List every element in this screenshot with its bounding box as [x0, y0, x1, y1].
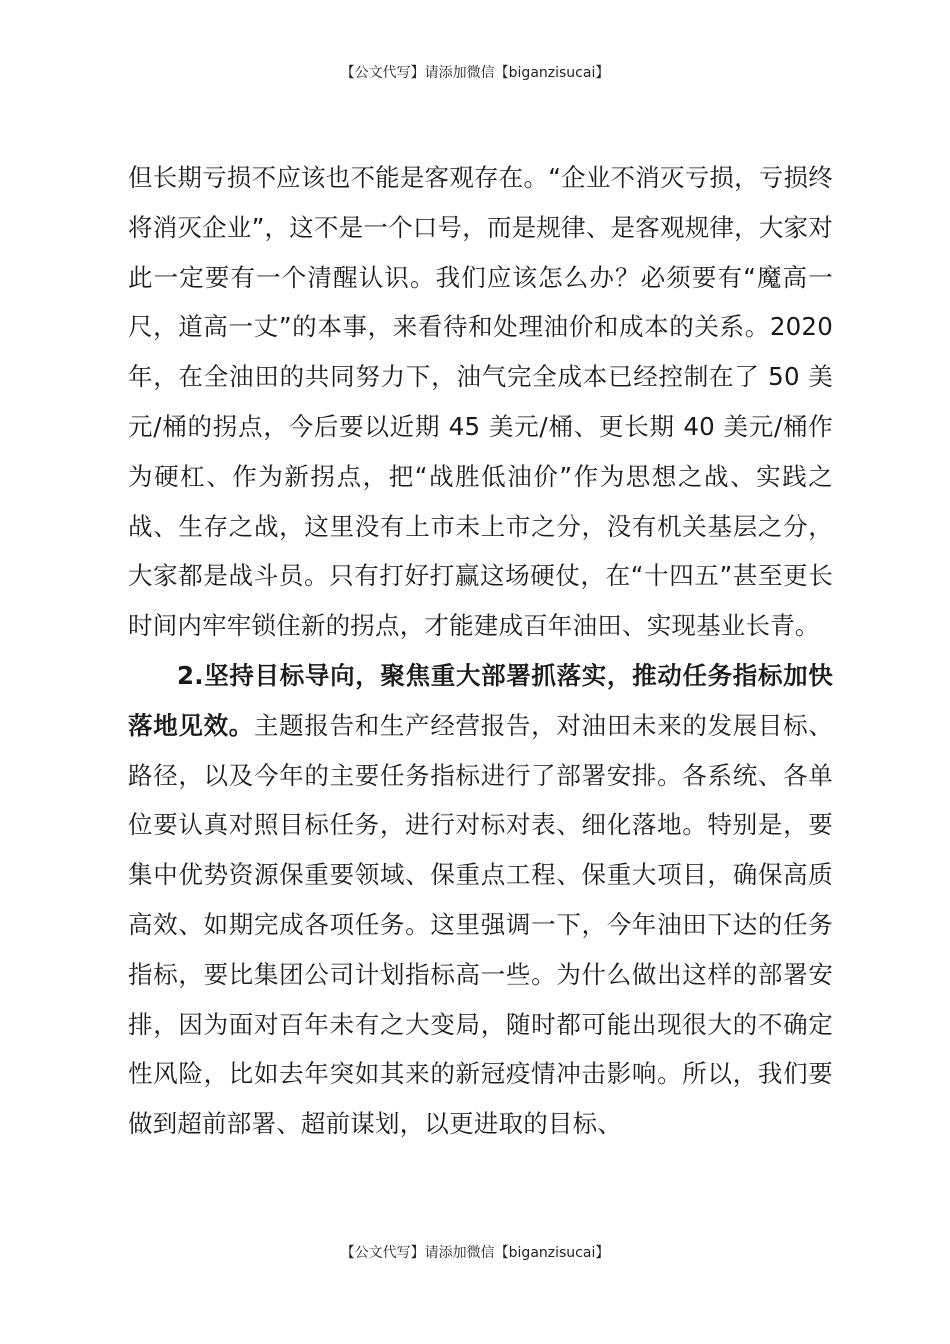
page-header: 【公文代写】请添加微信【biganzisucai】 [340, 65, 610, 81]
section-body: 主题报告和生产经营报告，对油田未来的发展目标、路径，以及今年的主要任务指标进行了部署安排。各系统、各单位要认真对照目标任务，进行对标对表、细化落地。特别是，要集中优势资源保重要领域、保重点工程、保重大项目，确保高质高效、如期完成各项任务。这里强调一下，今年油田下达的任务指标，要比集团公司计划指标高一些。为什么做出这样的部署安排，因为面对百年未有之大变局，随时都可能出现很大的不确定性风险，比如去年突如其来的新冠疫情冲击影响。所以，我们要做到超前部署、超前谋划，以更进取的目标、 [128, 710, 833, 1139]
document-body [128, 153, 833, 1149]
paragraph-section-2 [128, 651, 833, 1149]
section-heading: 2.坚持目标导向，聚焦重大部署抓落实，推动任务指标加快落地见效。 [128, 660, 833, 740]
page-footer: 【公文代写】请添加微信【biganzisucai】 [340, 1245, 610, 1261]
paragraph-continued: 但长期亏损不应该也不能是客观存在。“企业不消灭亏损，亏损终将消灭企业”，这不是一个口号，而是规律、是客观规律，大家对此一定要有一个清醒认识。我们应该怎么办？必须要有“魔高一尺，道高一丈”的本事，来看待和处理油价和成本的关系。2020 年，在全油田的共同努力下，油气完全成本已经控制在了 50 美元/桶的拐点，今后要以近期 45 美元/桶、更长期 40 美元/桶作为硬杠、作为新拐点，把“战胜低油价”作为思想之战、实践之战、生存之战，这里没有上市未上市之分，没有机关基层之分，大家都是战斗员。只有打好打赢这场硬仗，在“十四五”甚至更长时间内牢牢锁住新的拐点，才能建成百年油田、实现基业长青。 [128, 163, 833, 641]
